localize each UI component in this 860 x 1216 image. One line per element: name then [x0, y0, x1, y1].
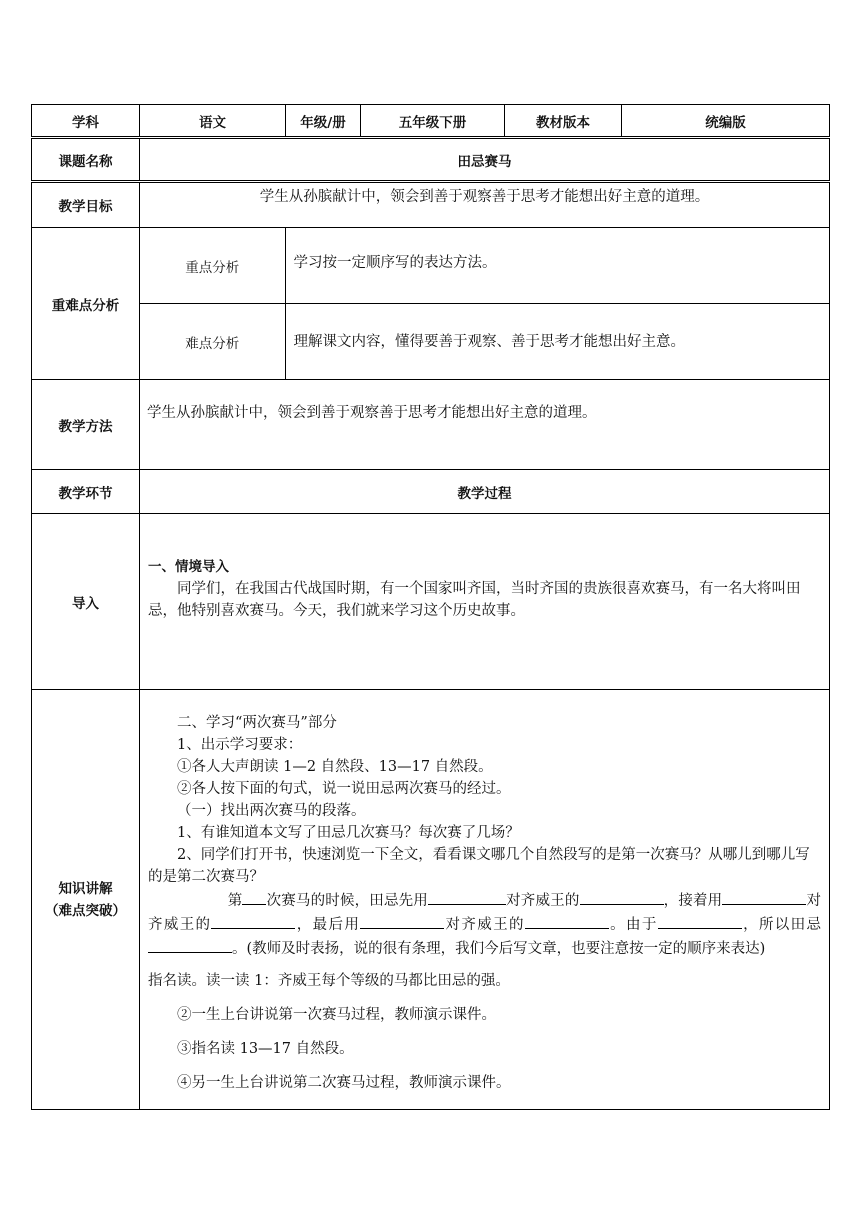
lesson-title-value: 田忌赛马 — [140, 138, 830, 182]
method-text: 学生从孙膑献计中，领会到善于观察善于思考才能想出好主意的道理。 — [147, 405, 597, 421]
blank[interactable] — [360, 912, 444, 929]
lesson-title-row — [32, 138, 830, 182]
hard-analysis-text: 理解课文内容，懂得要善于观察、善于思考才能想出好主意。 — [285, 304, 829, 380]
subject-label: 学科 — [32, 105, 140, 138]
knowledge-line: （一）找出两次赛马的段落。 — [177, 803, 366, 819]
process-header-label: 教学环节 — [32, 470, 140, 514]
knowledge-line: 1、出示学习要求： — [177, 737, 303, 753]
header-row — [32, 105, 830, 138]
blank[interactable] — [148, 936, 232, 953]
intro-label: 导入 — [32, 514, 140, 690]
analysis-label: 重难点分析 — [32, 228, 140, 380]
goal-label: 教学目标 — [32, 182, 140, 228]
intro-text: 同学们，在我国古代战国时期，有一个国家叫齐国，当时齐国的贵族很喜欢赛马，有一名大将叫田忌，他特别喜欢赛马。今天，我们就来学习这个历史故事。 — [148, 581, 801, 619]
lesson-plan-table — [31, 104, 829, 1110]
knowledge-line: 2、同学们打开书，快速浏览一下全文，看看课文哪几个自然段写的是第一次赛马？从哪儿到哪儿写的是第二次赛马？ — [148, 847, 810, 885]
method-row — [32, 380, 830, 470]
knowledge-label-sub: （难点突破） — [45, 902, 126, 919]
subject-value: 语文 — [140, 105, 286, 138]
goal-text: 学生从孙膑献计中，领会到善于观察善于思考才能想出好主意的道理。 — [259, 189, 710, 205]
method-label: 教学方法 — [32, 380, 140, 470]
grade-label: 年级/册 — [286, 105, 361, 138]
blank[interactable] — [658, 912, 742, 929]
process-header-row — [32, 470, 830, 514]
process-header-value: 教学过程 — [140, 470, 830, 514]
knowledge-after-line: 指名读。读一读 1：齐威王每个等级的马都比田忌的强。 — [148, 973, 510, 989]
edition-value: 统编版 — [622, 105, 830, 138]
grade-value: 五年级下册 — [361, 105, 505, 138]
intro-heading: 一、情境导入 — [148, 559, 229, 575]
key-analysis-text: 学习按一定顺序写的表达方法。 — [293, 255, 497, 271]
analysis-row — [32, 228, 830, 380]
blank[interactable] — [211, 912, 295, 929]
goal-row — [32, 182, 830, 228]
intro-row — [32, 514, 830, 690]
fill-in-sentence: 第 次赛马的时候，田忌先用 对齐威王的 ，接着用 对齐威王的 ，最后用 对齐威王的 。由于 ，所以田忌。(教师及时表扬，说的很有条理，我们今后写文章，也要注意按一定的顺序来表达) — [148, 888, 821, 960]
knowledge-after-line: ③指名读 13—17 自然段。 — [177, 1041, 354, 1057]
knowledge-line: 二、学习“两次赛马”部分 — [177, 715, 337, 731]
key-analysis-label: 重点分析 — [140, 228, 285, 304]
analysis-inner-table — [140, 228, 829, 379]
blank[interactable] — [722, 888, 806, 905]
knowledge-after-line: ④另一生上台讲说第二次赛马过程，教师演示课件。 — [177, 1075, 511, 1091]
blank[interactable] — [525, 912, 609, 929]
lesson-title-label: 课题名称 — [32, 138, 140, 182]
knowledge-label: 知识讲解 — [58, 880, 113, 897]
blank[interactable] — [428, 888, 506, 905]
hard-analysis-label: 难点分析 — [140, 304, 285, 380]
blank[interactable] — [580, 888, 664, 905]
knowledge-row — [32, 690, 830, 1110]
blank[interactable] — [242, 888, 266, 905]
knowledge-after-line: ②一生上台讲说第一次赛马过程，教师演示课件。 — [177, 1007, 496, 1023]
knowledge-line: 1、有谁知道本文写了田忌几次赛马？每次赛了几场？ — [177, 825, 520, 841]
edition-label: 教材版本 — [505, 105, 622, 138]
knowledge-line: ①各人大声朗读 1—2 自然段、13—17 自然段。 — [177, 759, 493, 775]
knowledge-line: ②各人按下面的句式，说一说田忌两次赛马的经过。 — [177, 781, 511, 797]
